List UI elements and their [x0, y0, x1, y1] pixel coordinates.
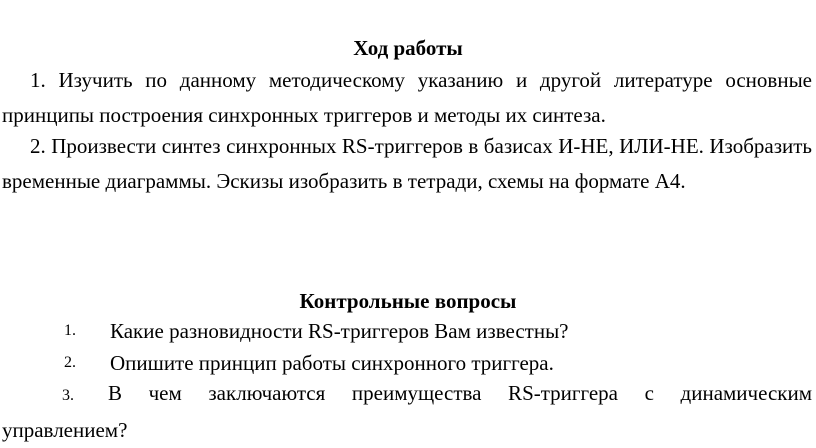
question-1-number: 1. — [64, 322, 76, 339]
work-item-1 — [2, 63, 812, 133]
work-item-2 — [2, 129, 812, 199]
work-item-1-number: 1. — [30, 68, 46, 92]
question-2-text: Опишите принцип работы синхронного триггера. — [110, 351, 554, 375]
question-3-text: В чем заключаются преимущества RS-триггера с динамическим управлением? — [2, 381, 812, 442]
control-questions-heading: Контрольные вопросы — [299, 289, 517, 313]
work-item-1-text: Изучить по данному методическому указанию и другой литературе основные принципы построения синхронных триггеров и методы их синтеза. — [2, 68, 813, 127]
question-2-number: 2. — [64, 354, 76, 371]
question-3 — [2, 376, 812, 448]
work-item-2-number: 2. — [30, 134, 46, 158]
question-1-text: Какие разновидности RS-триггеров Вам известны? — [110, 319, 569, 343]
work-progress-heading: Ход работы — [353, 36, 463, 60]
work-item-2-text: Произвести синтез синхронных RS-триггеров в базисах И-НЕ, ИЛИ-НЕ. Изобразить временные диаграммы. Эскизы изобразить в тетради, схемы на формате А4. — [2, 134, 812, 193]
question-3-number: 3. — [62, 387, 74, 404]
